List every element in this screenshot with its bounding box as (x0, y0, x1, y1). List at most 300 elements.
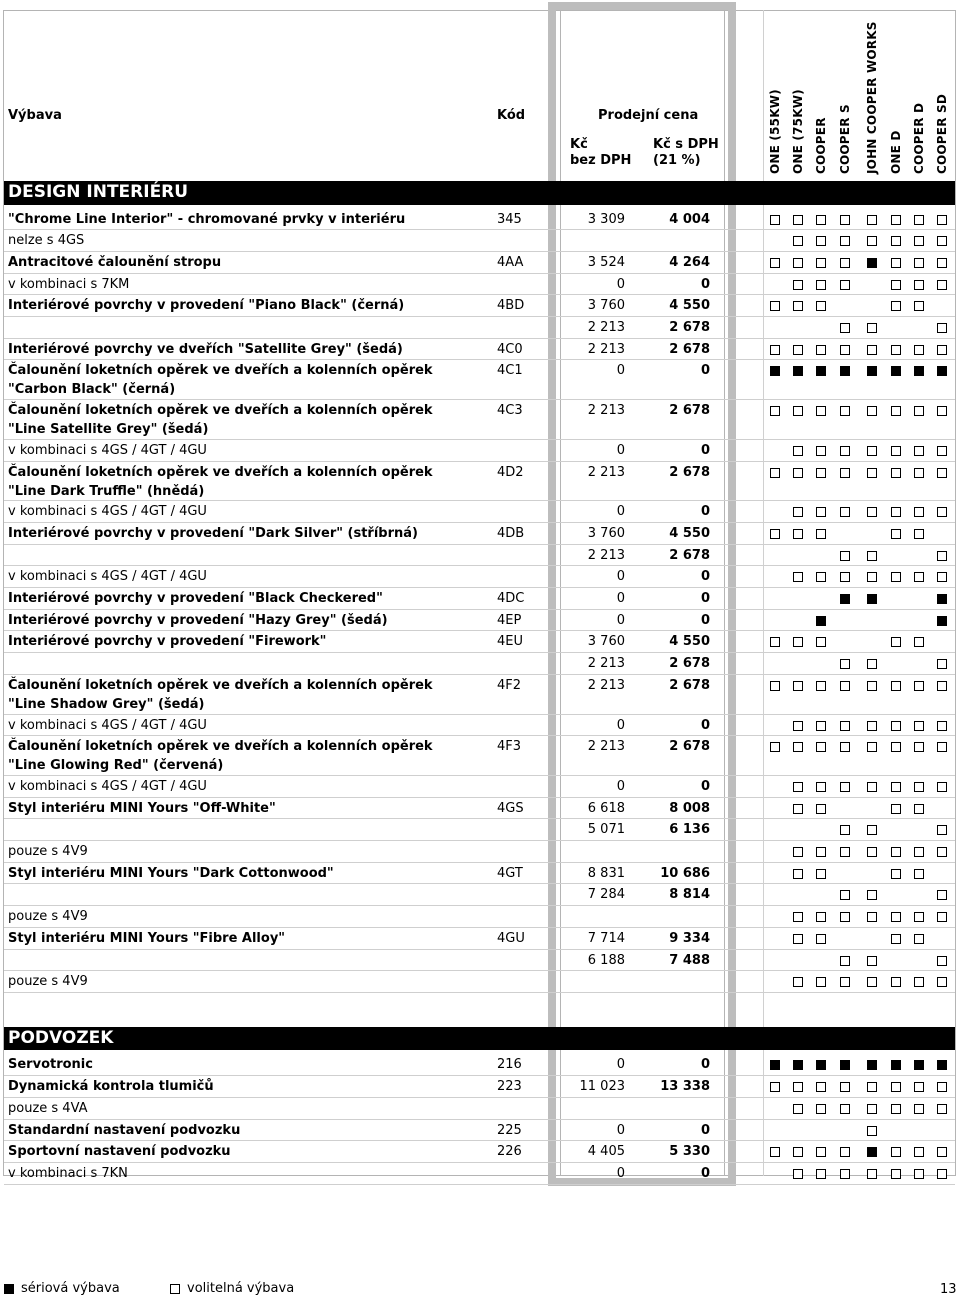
row-price-excl-vat: 2 213 (587, 320, 625, 335)
row-code: 216 (497, 1057, 522, 1073)
row-description-line: pouze s 4V9 (8, 844, 88, 859)
row-divider (4, 630, 955, 631)
row-description-line: v kombinaci s 4GS / 4GT / 4GU (8, 504, 207, 520)
optional-equipment-icon (840, 406, 850, 416)
optional-equipment-icon (937, 215, 947, 225)
optional-equipment-icon (816, 345, 826, 355)
row-price-excl-vat: 3 524 (587, 254, 625, 270)
row-price-incl-vat: 2 678 (669, 656, 710, 672)
optional-equipment-icon (891, 572, 901, 582)
section-header: PODVOZEK (4, 1027, 955, 1051)
optional-equipment-icon (816, 804, 826, 814)
header-price-incl-line2: (21 %) (653, 153, 701, 168)
optional-equipment-icon (867, 977, 877, 987)
row-price-incl-vat: 4 550 (669, 525, 710, 541)
optional-equipment-icon (816, 782, 826, 792)
row-divider (4, 818, 955, 819)
row-description (8, 361, 488, 399)
optional-equipment-icon (793, 301, 803, 311)
row-divider (4, 522, 955, 523)
optional-equipment-icon (816, 280, 826, 290)
optional-equipment-icon (840, 721, 850, 731)
optional-equipment-icon (891, 345, 901, 355)
row-description-line: Servotronic (8, 1057, 93, 1073)
model-header: COOPER (814, 117, 828, 174)
row-description-line: pouze s 4V9 (8, 909, 88, 925)
row-code: 4DB (497, 525, 525, 541)
serial-equipment-icon (793, 1060, 803, 1070)
optional-equipment-icon (816, 1169, 826, 1179)
optional-equipment-icon (816, 1104, 826, 1114)
row-divider (4, 714, 955, 715)
row-price-incl-vat: 0 (700, 612, 710, 628)
optional-equipment-icon (816, 529, 826, 539)
row-price-incl-vat: 0 (700, 717, 710, 733)
row-price-incl-vat: 4 264 (669, 254, 710, 270)
row-price-incl-vat: 6 136 (669, 822, 710, 838)
optional-equipment-icon (793, 1169, 803, 1179)
row-price-incl-vat: 2 678 (669, 739, 710, 755)
row-price-incl-vat: 2 678 (669, 320, 710, 335)
row-price-excl-vat: 7 284 (587, 887, 625, 903)
optional-equipment-icon (816, 1082, 826, 1092)
serial-equipment-icon (937, 616, 947, 626)
row-divider (4, 674, 955, 675)
optional-equipment-icon (937, 1082, 947, 1092)
row-code: 4DC (497, 591, 525, 606)
row-divider (4, 609, 955, 610)
optional-equipment-icon (793, 742, 803, 752)
optional-equipment-icon (793, 977, 803, 987)
row-price-incl-vat: 5 330 (669, 1144, 710, 1160)
row-code: 4C0 (497, 341, 523, 357)
row-divider (4, 461, 955, 462)
optional-equipment-icon (840, 1169, 850, 1179)
optional-equipment-icon (914, 934, 924, 944)
row-divider (4, 970, 955, 971)
optional-equipment-icon (840, 782, 850, 792)
legend-serial (4, 1281, 120, 1296)
optional-equipment-icon (937, 977, 947, 987)
optional-equipment-icon (867, 507, 877, 517)
row-description (8, 972, 488, 991)
optional-equipment-icon (891, 468, 901, 478)
row-description (8, 777, 488, 796)
optional-equipment-icon (840, 236, 850, 246)
optional-equipment-icon (840, 446, 850, 456)
row-description-line: "Carbon Black" (černá) (8, 382, 176, 398)
row-price-incl-vat: 4 004 (669, 211, 710, 227)
row-description (8, 1164, 488, 1183)
optional-equipment-icon (867, 572, 877, 582)
optional-equipment-icon (816, 572, 826, 582)
optional-equipment-icon (867, 825, 877, 835)
optional-equipment-icon (816, 847, 826, 857)
optional-equipment-icon (816, 912, 826, 922)
optional-equipment-icon (891, 1082, 901, 1092)
row-description (8, 611, 488, 630)
optional-equipment-icon (793, 869, 803, 879)
optional-equipment-icon (840, 1147, 850, 1157)
optional-equipment-icon (867, 659, 877, 669)
row-description (8, 1055, 488, 1074)
row-price-incl-vat: 0 (700, 569, 710, 585)
optional-equipment-icon (937, 782, 947, 792)
row-description-line: "Chrome Line Interior" - chromované prvky v interiéru (8, 211, 406, 227)
optional-equipment-icon (937, 446, 947, 456)
optional-equipment-icon (816, 977, 826, 987)
row-description (8, 253, 488, 272)
optional-equipment-icon (891, 912, 901, 922)
legend-optional-label: volitelná výbava (187, 1281, 295, 1296)
row-price-excl-vat: 2 213 (587, 677, 625, 693)
optional-equipment-icon (867, 345, 877, 355)
serial-equipment-icon (4, 1284, 14, 1294)
optional-equipment-icon (937, 1147, 947, 1157)
row-divider (4, 883, 955, 884)
optional-equipment-icon (816, 1147, 826, 1157)
optional-equipment-icon (937, 345, 947, 355)
optional-equipment-icon (914, 681, 924, 691)
optional-equipment-icon (793, 572, 803, 582)
serial-equipment-icon (867, 366, 877, 376)
row-code: 4AA (497, 254, 524, 270)
row-description-line: v kombinaci s 4GS / 4GT / 4GU (8, 778, 207, 794)
optional-equipment-icon (867, 956, 877, 966)
optional-equipment-icon (770, 345, 780, 355)
row-price-excl-vat: 3 760 (587, 525, 625, 541)
row-description (8, 210, 488, 229)
row-price-excl-vat: 0 (616, 276, 625, 292)
row-description-line: Styl interiéru MINI Yours "Off-White" (8, 800, 276, 816)
optional-equipment-icon (840, 215, 850, 225)
optional-equipment-icon (816, 301, 826, 311)
serial-equipment-icon (937, 594, 947, 604)
optional-equipment-icon (840, 890, 850, 900)
row-code: 4GU (497, 930, 525, 946)
optional-equipment-icon (937, 659, 947, 669)
optional-equipment-icon (914, 258, 924, 268)
model-header: ONE (75KW) (791, 89, 805, 174)
row-description-line: "Line Satellite Grey" (šedá) (8, 422, 209, 438)
row-code: 345 (497, 211, 522, 227)
optional-equipment-icon (770, 1147, 780, 1157)
optional-equipment-icon (914, 742, 924, 752)
row-description (8, 842, 488, 861)
row-divider (4, 544, 955, 545)
optional-equipment-icon (840, 825, 850, 835)
row-price-incl-vat: 0 (700, 442, 710, 458)
row-price-excl-vat: 3 760 (587, 634, 625, 650)
row-price-incl-vat: 0 (700, 591, 710, 606)
optional-equipment-icon (793, 446, 803, 456)
header-vybava: Výbava (8, 108, 62, 123)
row-price-excl-vat: 0 (616, 778, 625, 794)
row-divider (4, 273, 955, 274)
row-divider (4, 797, 955, 798)
row-price-incl-vat: 4 550 (669, 634, 710, 650)
row-price-excl-vat: 7 714 (587, 930, 625, 946)
row-description-line: Styl interiéru MINI Yours "Fibre Alloy" (8, 930, 286, 946)
row-price-excl-vat: 3 309 (587, 211, 625, 227)
optional-equipment-icon (937, 721, 947, 731)
header-price-excl-line1: Kč (570, 137, 588, 152)
serial-equipment-icon (816, 366, 826, 376)
row-divider (4, 840, 955, 841)
row-description-line: "Line Glowing Red" (červená) (8, 758, 224, 774)
row-price-excl-vat: 0 (616, 569, 625, 585)
optional-equipment-icon (770, 301, 780, 311)
optional-equipment-icon (816, 681, 826, 691)
optional-equipment-icon (793, 637, 803, 647)
row-description (8, 676, 488, 714)
serial-equipment-icon (937, 366, 947, 376)
optional-equipment-icon (793, 258, 803, 268)
row-description (8, 864, 488, 883)
row-code: 4EU (497, 634, 523, 650)
section-header: DESIGN INTERIÉRU (4, 181, 955, 205)
row-price-incl-vat: 2 678 (669, 341, 710, 357)
row-price-incl-vat: 8 814 (669, 887, 710, 903)
row-price-excl-vat: 0 (616, 717, 625, 733)
row-price-incl-vat: 0 (700, 1165, 710, 1181)
row-price-excl-vat: 5 071 (587, 822, 625, 838)
row-description-line: nelze s 4GS (8, 233, 85, 249)
optional-equipment-icon (793, 934, 803, 944)
row-description-line: Sportovní nastavení podvozku (8, 1144, 231, 1160)
header-kod: Kód (497, 108, 526, 123)
row-description-line: Interiérové povrchy v provedení "Hazy Grey" (šedá) (8, 612, 388, 628)
serial-equipment-icon (891, 1060, 901, 1070)
optional-equipment-icon (891, 721, 901, 731)
optional-equipment-icon (816, 258, 826, 268)
optional-equipment-icon (840, 345, 850, 355)
row-divider (4, 1119, 955, 1120)
optional-equipment-icon (914, 721, 924, 731)
serial-equipment-icon (840, 366, 850, 376)
optional-equipment-icon (840, 280, 850, 290)
row-description (8, 907, 488, 926)
row-code: 4EP (497, 612, 522, 628)
optional-equipment-icon (937, 890, 947, 900)
serial-equipment-icon (891, 366, 901, 376)
serial-equipment-icon (914, 366, 924, 376)
row-description-line: v kombinaci s 7KN (8, 1165, 128, 1181)
optional-equipment-icon (840, 572, 850, 582)
row-price-incl-vat: 2 678 (669, 403, 710, 419)
serial-equipment-icon (867, 594, 877, 604)
row-price-excl-vat: 2 213 (587, 656, 625, 672)
serial-equipment-icon (793, 366, 803, 376)
row-divider (4, 587, 955, 588)
row-price-excl-vat: 0 (616, 1165, 625, 1181)
optional-equipment-icon (891, 804, 901, 814)
row-price-excl-vat: 6 188 (587, 952, 625, 968)
row-divider (4, 862, 955, 863)
serial-equipment-icon (840, 1060, 850, 1070)
row-divider (4, 399, 955, 400)
optional-equipment-icon (891, 280, 901, 290)
row-description-line: Styl interiéru MINI Yours "Dark Cottonwood" (8, 865, 334, 881)
row-price-excl-vat: 0 (616, 1122, 625, 1138)
optional-equipment-icon (914, 1082, 924, 1092)
row-description (8, 1142, 488, 1161)
optional-equipment-icon (914, 1169, 924, 1179)
row-price-excl-vat: 0 (616, 504, 625, 520)
row-description (8, 632, 488, 651)
model-header: COOPER S (838, 104, 852, 174)
optional-equipment-icon (793, 1147, 803, 1157)
optional-equipment-icon (840, 258, 850, 268)
optional-equipment-icon (891, 529, 901, 539)
optional-equipment-icon (793, 1104, 803, 1114)
optional-equipment-icon (867, 1082, 877, 1092)
row-divider (4, 949, 955, 950)
row-price-excl-vat: 0 (616, 612, 625, 628)
optional-equipment-icon (793, 280, 803, 290)
row-description (8, 716, 488, 735)
optional-equipment-icon (793, 681, 803, 691)
row-description-line: Čalounění loketních opěrek ve dveřích a kolenních opěrek (8, 677, 433, 693)
row-description (8, 441, 488, 460)
row-description-line: Standardní nastavení podvozku (8, 1122, 241, 1138)
optional-equipment-icon (914, 215, 924, 225)
optional-equipment-icon (840, 912, 850, 922)
model-header: COOPER SD (935, 93, 949, 174)
optional-equipment-icon (914, 529, 924, 539)
row-divider (4, 775, 955, 776)
optional-equipment-icon (937, 280, 947, 290)
row-code: 226 (497, 1144, 522, 1160)
row-divider (4, 652, 955, 653)
optional-equipment-icon (816, 507, 826, 517)
legend-optional (170, 1281, 294, 1296)
row-description-line: Čalounění loketních opěrek ve dveřích a kolenních opěrek (8, 739, 433, 755)
model-header: JOHN COOPER WORKS (865, 21, 879, 174)
row-code: 4GS (497, 800, 524, 816)
row-description (8, 1099, 488, 1118)
row-divider (4, 251, 955, 252)
row-price-excl-vat: 2 213 (587, 341, 625, 357)
optional-equipment-icon (937, 258, 947, 268)
optional-equipment-icon (914, 468, 924, 478)
optional-equipment-icon (840, 468, 850, 478)
row-price-excl-vat: 0 (616, 1057, 625, 1073)
optional-equipment-icon (937, 468, 947, 478)
row-code: 4C3 (497, 403, 523, 419)
serial-equipment-icon (867, 1060, 877, 1070)
row-description-line: Čalounění loketních opěrek ve dveřích a kolenních opěrek (8, 363, 433, 379)
row-description-line: Interiérové povrchy v provedení "Black Checkered" (8, 591, 383, 606)
row-description-line: Interiérové povrchy v provedení "Firework" (8, 634, 327, 650)
optional-equipment-icon (891, 742, 901, 752)
row-divider (4, 1184, 955, 1185)
serial-equipment-icon (937, 1060, 947, 1070)
optional-equipment-icon (793, 468, 803, 478)
optional-equipment-icon (867, 236, 877, 246)
row-code: 223 (497, 1079, 522, 1095)
model-header: COOPER D (912, 102, 926, 174)
optional-equipment-icon (891, 977, 901, 987)
optional-equipment-icon (937, 572, 947, 582)
optional-equipment-icon (867, 912, 877, 922)
legend-serial-label: sériová výbava (21, 1281, 120, 1296)
optional-equipment-icon (937, 507, 947, 517)
optional-equipment-icon (891, 446, 901, 456)
row-code: 4F2 (497, 677, 522, 693)
row-price-excl-vat: 2 213 (587, 464, 625, 480)
row-description-line: pouze s 4VA (8, 1100, 88, 1116)
row-description (8, 567, 488, 586)
optional-equipment-icon (937, 1169, 947, 1179)
optional-equipment-icon (840, 507, 850, 517)
optional-equipment-icon (816, 468, 826, 478)
optional-equipment-icon (793, 215, 803, 225)
optional-equipment-icon (840, 1082, 850, 1092)
optional-equipment-icon (914, 869, 924, 879)
row-divider (4, 1140, 955, 1141)
optional-equipment-icon (840, 742, 850, 752)
optional-equipment-icon (840, 659, 850, 669)
row-divider (4, 992, 955, 993)
optional-equipment-icon (891, 1169, 901, 1179)
row-price-incl-vat: 0 (700, 1122, 710, 1138)
row-price-incl-vat: 0 (700, 1057, 710, 1073)
serial-equipment-icon (867, 258, 877, 268)
row-description-line: pouze s 4V9 (8, 974, 88, 990)
row-divider (4, 735, 955, 736)
serial-equipment-icon (840, 594, 850, 604)
row-divider (4, 500, 955, 501)
optional-equipment-icon (770, 406, 780, 416)
optional-equipment-icon (937, 551, 947, 561)
row-price-incl-vat: 13 338 (660, 1079, 710, 1095)
row-price-incl-vat: 0 (700, 778, 710, 794)
optional-equipment-icon (914, 572, 924, 582)
row-description-line: v kombinaci s 7KM (8, 276, 130, 292)
row-description-line: Dynamická kontrola tlumičů (8, 1079, 214, 1095)
optional-equipment-icon (867, 721, 877, 731)
optional-equipment-icon (840, 323, 850, 333)
optional-equipment-icon (793, 507, 803, 517)
optional-equipment-icon (891, 681, 901, 691)
optional-equipment-icon (770, 637, 780, 647)
optional-equipment-icon (914, 782, 924, 792)
optional-equipment-icon (891, 406, 901, 416)
row-divider (4, 294, 955, 295)
optional-equipment-icon (816, 446, 826, 456)
optional-equipment-icon (914, 637, 924, 647)
optional-equipment-icon (867, 890, 877, 900)
optional-equipment-icon (914, 847, 924, 857)
optional-equipment-icon (867, 681, 877, 691)
optional-equipment-icon (793, 529, 803, 539)
optional-equipment-icon (937, 1104, 947, 1114)
row-price-incl-vat: 10 686 (660, 865, 710, 881)
row-price-excl-vat: 0 (616, 363, 625, 379)
row-description (8, 524, 488, 543)
row-description-line: v kombinaci s 4GS / 4GT / 4GU (8, 717, 207, 733)
optional-equipment-icon (867, 468, 877, 478)
optional-equipment-icon (891, 1147, 901, 1157)
optional-equipment-icon (816, 215, 826, 225)
optional-equipment-icon (770, 1082, 780, 1092)
header-prodejni-cena: Prodejní cena (598, 108, 699, 123)
optional-equipment-icon (914, 406, 924, 416)
optional-equipment-icon (867, 446, 877, 456)
optional-equipment-icon (914, 446, 924, 456)
row-code: 4C1 (497, 363, 523, 379)
